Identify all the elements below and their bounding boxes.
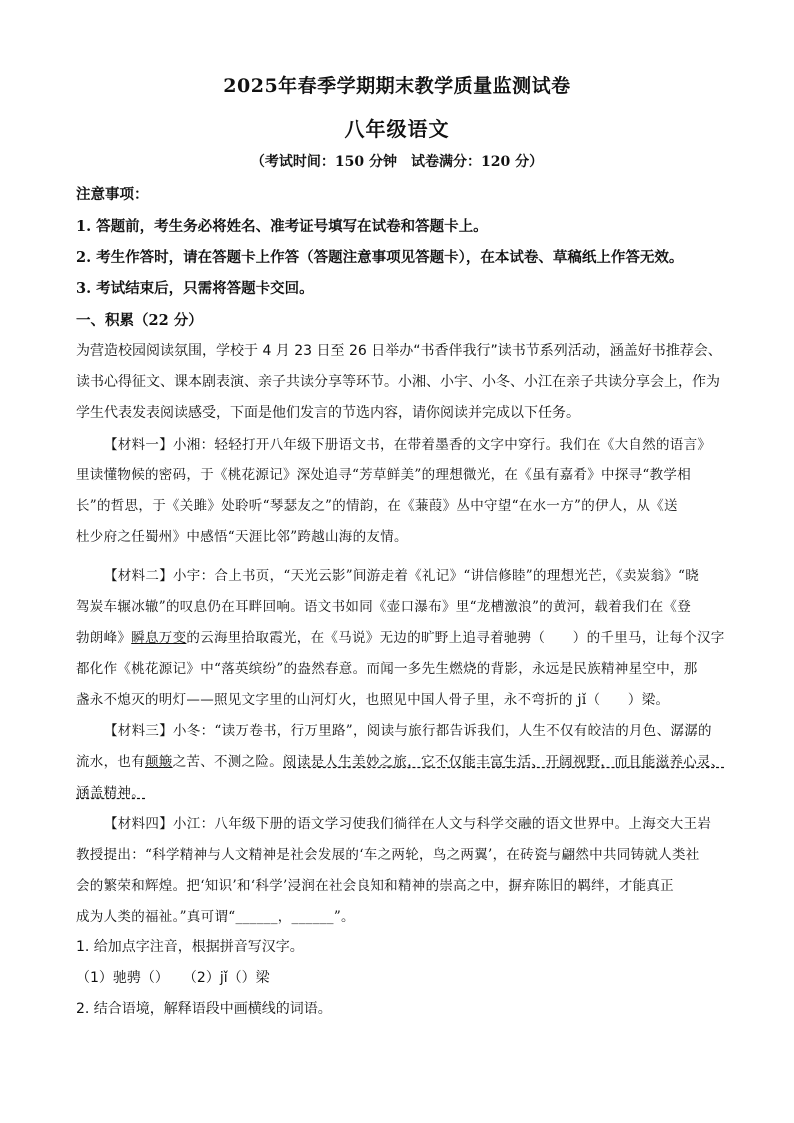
- intro-line: 为营造校园阅读氛围，学校于 4 月 23 日至 26 日举办“书香伴我行”读书节系列活动，涵盖好书推荐会、: [76, 343, 722, 359]
- exam-meta: （考试时间：150 分钟 试卷满分：120 分）: [250, 154, 544, 170]
- question-1-items: （1）驰骋（） （2）jǐ（）梁: [76, 970, 270, 986]
- material-3-text: 流水，也有: [76, 754, 145, 770]
- exam-subject: 八年级语文: [344, 117, 450, 141]
- material-3-text: 之苦、不测之险。: [172, 754, 284, 770]
- material-1-line: 长”的哲思，于《关雎》处聆听“琴瑟友之”的情韵，在《蒹葭》丛中守望“在水一方”的伊人，从《送: [76, 498, 678, 514]
- notice-item: 3. 考试结束后，只需将答题卡交回。: [76, 280, 314, 297]
- underlined-term: 颠簸: [145, 754, 173, 770]
- material-1-line: 杜少府之任蜀州》中感悟“天涯比邻”跨越山海的友情。: [76, 529, 408, 545]
- material-1-line: 里读懂物候的密码，于《桃花源记》深处追寻“芳草鲜美”的理想微光，在《虽有嘉肴》中探寻“教学相: [76, 467, 692, 483]
- material-3-line: [76, 781, 726, 801]
- material-2-line: [76, 626, 726, 646]
- notice-item: 1. 答题前，考生务必将姓名、准考证号填写在试卷和答题卡上。: [76, 218, 488, 235]
- material-2-line: 盏永不熄灭的明灯——照见文字里的山河灯火，也照见中国人骨子里，永不弯折的 jǐ（ ）梁。: [76, 692, 670, 708]
- material-2-line: 都化作《桃花源记》中“落英缤纷”的盎然春意。而闻一多先生燃烧的背影，永远是民族精神星空中，那: [76, 661, 698, 677]
- question-2: 2. 结合语境，解释语段中画横线的词语。: [76, 1001, 332, 1017]
- material-2-line: 驾炭车辗冰辙”的叹息仍在耳畔回响。语文书如同《壶口瀑布》里“龙槽激浪”的黄河，载着我们在《登: [76, 599, 692, 615]
- material-4-line: 【材料四】小江：八年级下册的语文学习使我们徜徉在人文与科学交融的语文世界中。上海交大王岩: [104, 816, 712, 832]
- marked-sentence: 阅读是人生美妙之旅，它不仅能丰富生活、开阔视野，而且能滋养心灵、: [283, 754, 725, 770]
- material-2-text: 勃朗峰》: [76, 630, 132, 646]
- exam-title: 2025年春季学期期末教学质量监测试卷: [223, 75, 571, 97]
- underlined-term: 瞬息万变: [131, 630, 187, 646]
- material-3-line: 【材料三】小冬：“读万卷书，行万里路”，阅读与旅行都告诉我们，人生不仅有皎洁的月色、潺潺的: [104, 723, 712, 739]
- material-4-line: 会的繁荣和辉煌。把‘知识’和‘科学’浸润在社会良知和精神的崇高之中，摒弃陈旧的羁绊，才能真正: [76, 878, 674, 894]
- marked-sentence: 涵盖精神。: [76, 785, 145, 801]
- material-1-line: 【材料一】小湘：轻轻打开八年级下册语文书，在带着墨香的文字中穿行。我们在《大自然的语言》: [104, 437, 712, 453]
- question-1: 1. 给加点字注音，根据拼音写汉字。: [76, 939, 304, 955]
- material-3-line: [76, 750, 726, 770]
- notice-heading: 注意事项：: [76, 186, 149, 203]
- section-heading: 一、积累（22 分）: [76, 312, 203, 329]
- material-4-line: 教授提出：“科学精神与人文精神是社会发展的‘车之两轮，鸟之两翼’，在砖瓷与翩然中共同铸就人类社: [76, 847, 700, 863]
- notice-item: 2. 考生作答时，请在答题卡上作答（答题注意事项见答题卡），在本试卷、草稿纸上作答无效。: [76, 249, 684, 266]
- material-4-line: 成为人类的福祉。”真可谓“______，______”。: [76, 909, 355, 925]
- material-2-text: 的云海里拾取霞光，在《马说》无边的旷野上追寻着驰骋（ ）的千里马，让每个汉字: [186, 630, 725, 646]
- material-2-line: 【材料二】小宇：合上书页，“天光云影”间游走着《礼记》“讲信修睦”的理想光芒，《卖炭翁》“晓: [104, 568, 700, 584]
- intro-line: 读书心得征文、课本剧表演、亲子共读分享等环节。小湘、小宇、小冬、小江在亲子共读分享会上，作为: [76, 374, 720, 390]
- intro-line: 学生代表发表阅读感受，下面是他们发言的节选内容，请你阅读并完成以下任务。: [76, 405, 580, 421]
